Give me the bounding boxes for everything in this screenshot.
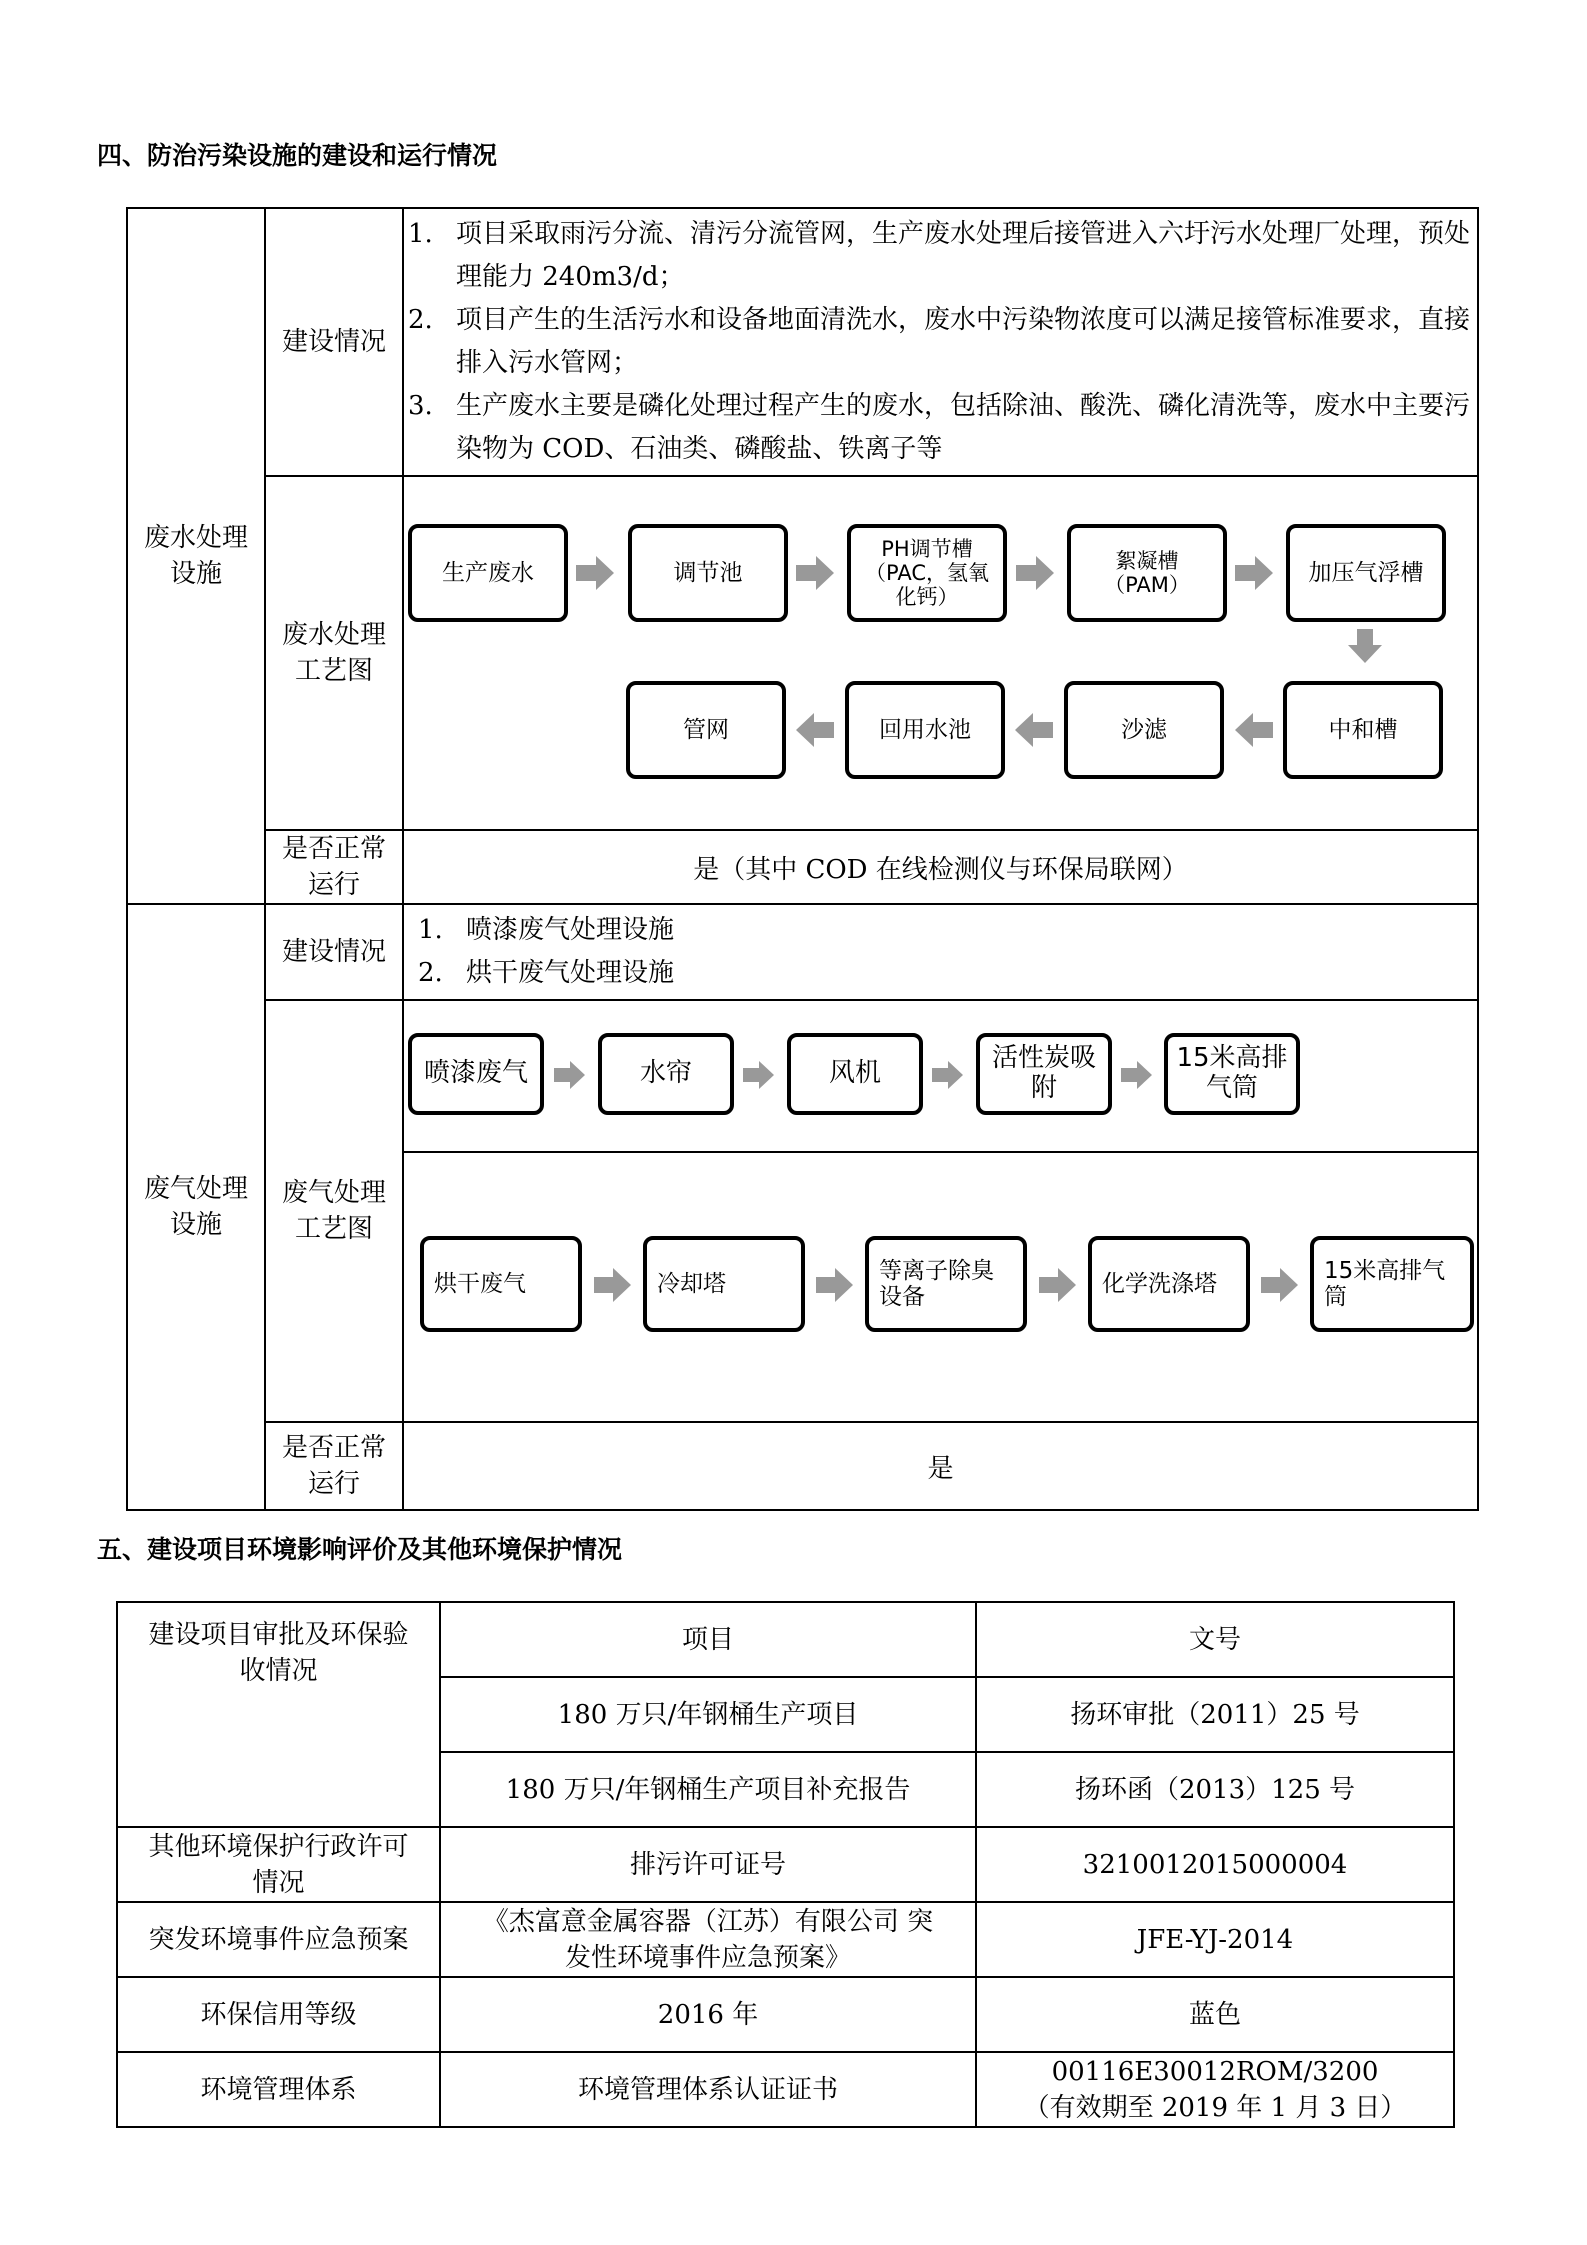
list-item: 2. 烘干废气处理设施 <box>418 958 675 988</box>
wastewater-construction-list <box>404 209 1477 475</box>
diagram-divider <box>404 1151 1479 1153</box>
arrow-right-icon <box>1261 1268 1299 1302</box>
flow-box-flocculation-tank: 絮凝槽 （PAM） <box>1067 524 1227 622</box>
flow-box-stack-spray: 15米高排 气筒 <box>1164 1033 1300 1115</box>
flow-box-cooling-tower: 冷却塔 <box>643 1236 805 1332</box>
flow-box-spray-exhaust: 喷漆废气 <box>408 1033 544 1115</box>
eia-table <box>116 1601 1455 2128</box>
table-row: 其他环境保护行政许可 情况 排污许可证号 3210012015000004 <box>117 1827 1454 1902</box>
exhaust-construction-list <box>404 905 1477 999</box>
section4-title: 四、防治污染设施的建设和运行情况 <box>97 141 498 170</box>
arrow-right-icon <box>816 1268 854 1302</box>
table-row: 环境管理体系 环境管理体系认证证书 00116E30012ROM/3200 （有效期至 2019 年 1 月 3 日） <box>117 2052 1454 2127</box>
exhaust-running-value: 是 <box>403 1422 1478 1510</box>
flow-box-stack-drying: 15米高排气 筒 <box>1310 1236 1474 1332</box>
arrow-right-icon <box>1121 1061 1153 1089</box>
table-row: 环保信用等级 2016 年 蓝色 <box>117 1977 1454 2052</box>
flow-box-activated-carbon: 活性炭吸 附 <box>976 1033 1112 1115</box>
flow-box-ph-tank: PH调节槽 （PAC，氢氧 化钙） <box>847 524 1007 622</box>
flow-box-fan: 风机 <box>787 1033 923 1115</box>
table-row: 突发环境事件应急预案 《杰富意金属容器（江苏）有限公司 突 发性环境事件应急预案》 JFE-YJ-2014 <box>117 1902 1454 1977</box>
flow-box-daf-tank: 加压气浮槽 <box>1286 524 1446 622</box>
list-item: 2. 项目产生的生活污水和设备地面清洗水，废水中污染物浓度可以满足接管标准要求，直接排入污水管网； <box>408 305 1471 378</box>
arrow-left-icon <box>1013 713 1053 747</box>
flow-box-reuse-pool: 回用水池 <box>845 681 1005 779</box>
arrow-right-icon <box>1039 1268 1077 1302</box>
arrow-right-icon <box>932 1061 964 1089</box>
header-doc-no: 文号 <box>976 1602 1454 1677</box>
arrow-right-icon <box>1016 556 1056 590</box>
exhaust-running-label: 是否正常 运行 <box>265 1422 403 1510</box>
flow-box-plasma-deodorizer: 等离子除臭 设备 <box>865 1236 1027 1332</box>
wastewater-running-value: 是（其中 COD 在线检测仪与环保局联网） <box>403 830 1478 904</box>
arrow-right-icon <box>1235 556 1275 590</box>
arrow-right-icon <box>796 556 836 590</box>
wastewater-category-label: 废水处理 设施 <box>127 208 265 904</box>
wastewater-running-label: 是否正常 运行 <box>265 830 403 904</box>
table-row: 180 万只/年钢桶生产项目 扬环审批（2011）25 号 <box>117 1677 1454 1752</box>
wastewater-construction-label: 建设情况 <box>265 208 403 476</box>
flow-box-drying-exhaust: 烘干废气 <box>420 1236 582 1332</box>
exhaust-process-label: 废气处理 工艺图 <box>265 1000 403 1422</box>
wastewater-process-label: 废水处理 工艺图 <box>265 476 403 830</box>
pollution-facilities-table <box>126 207 1479 1511</box>
arrow-left-icon <box>1233 713 1273 747</box>
flow-box-sand-filter: 沙滤 <box>1064 681 1224 779</box>
arrow-left-icon <box>794 713 834 747</box>
arrow-down-icon <box>1348 629 1382 663</box>
exhaust-category-label: 废气处理 设施 <box>127 904 265 1510</box>
section5-title: 五、建设项目环境影响评价及其他环境保护情况 <box>97 1535 623 1564</box>
arrow-right-icon <box>743 1061 775 1089</box>
wastewater-process-diagram <box>404 477 1479 829</box>
flow-box-water-curtain: 水帘 <box>598 1033 734 1115</box>
flow-box-regulating-tank: 调节池 <box>628 524 788 622</box>
flow-box-raw-wastewater: 生产废水 <box>408 524 568 622</box>
flow-box-chemical-scrubber: 化学洗涤塔 <box>1088 1236 1250 1332</box>
flow-box-neutralization-tank: 中和槽 <box>1283 681 1443 779</box>
arrow-right-icon <box>594 1268 632 1302</box>
list-item: 1. 喷漆废气处理设施 <box>418 915 675 945</box>
arrow-right-icon <box>576 556 616 590</box>
arrow-right-icon <box>554 1061 586 1089</box>
exhaust-process-diagram <box>404 1001 1479 1421</box>
flow-box-pipe-network: 管网 <box>626 681 786 779</box>
approval-label: 建设项目审批及环保验 收情况 <box>117 1602 440 1827</box>
header-project: 项目 <box>440 1602 976 1677</box>
table-row: 180 万只/年钢桶生产项目补充报告 扬环函（2013）125 号 <box>117 1752 1454 1827</box>
exhaust-construction-label: 建设情况 <box>265 904 403 1000</box>
list-item: 3. 生产废水主要是磷化处理过程产生的废水，包括除油、酸洗、磷化清洗等，废水中主要污染物为 COD、石油类、磷酸盐、铁离子等 <box>408 391 1471 464</box>
list-item: 1. 项目采取雨污分流、清污分流管网，生产废水处理后接管进入六圩污水处理厂处理，预处理能力 240m3/d； <box>408 219 1471 292</box>
